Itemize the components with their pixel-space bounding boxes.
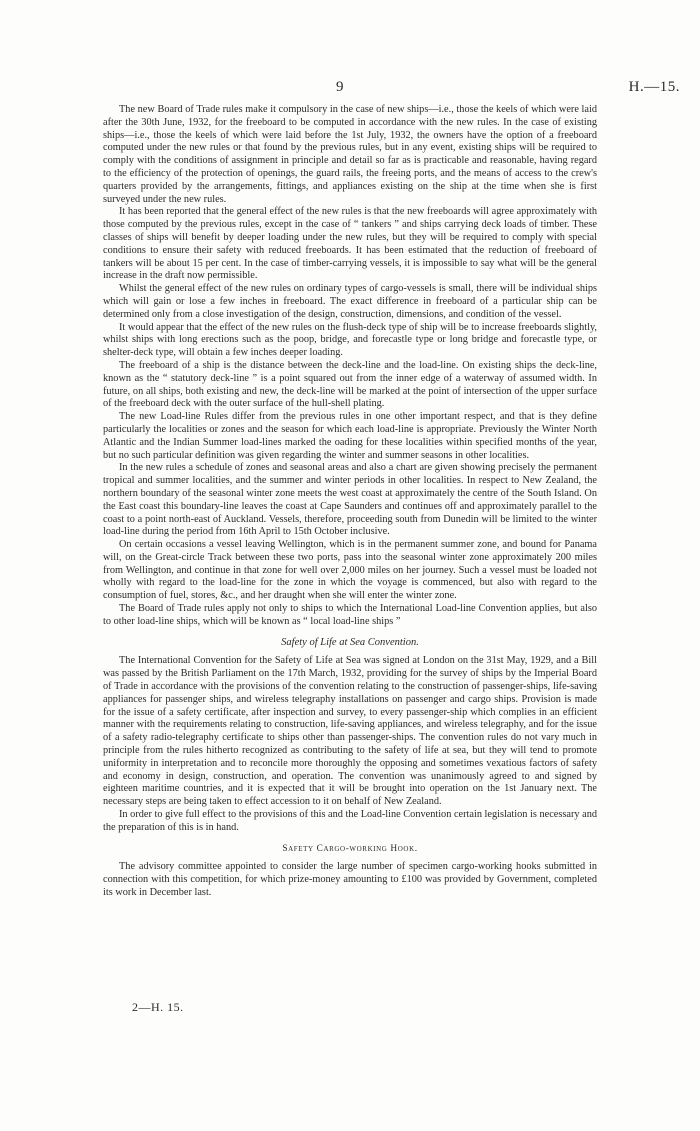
body-text [103, 104, 597, 900]
paragraph: The freeboard of a ship is the distance between the deck-line and the load-line. On existing ships the deck-line, known as the “ statutory deck-line ” is a point squared out from the inner edge of a waterway of assumed width. In future, on all ships, both existing and new, the deck-line will be marked at the point of intersection of the upper surface of the freeboard deck with the outer surface of the hull-shell plating. [103, 359, 597, 410]
paragraph: It would appear that the effect of the new rules on the flush-deck type of ship will be to increase freeboards slightly, whilst ships with long erections such as the poop, bridge, and forecastle type or long bridge and forecastle type, or shelter-deck type, will obtain a few inches deeper loading. [103, 321, 597, 359]
footer-signature: 2—H. 15. [132, 1000, 184, 1014]
paragraph: The advisory committee appointed to consider the large number of specimen cargo-working hooks submitted in connection with this competition, for which prize-money amounting to £100 was provided by Government, completed its work in December last. [103, 861, 597, 899]
paragraph: The new Load-line Rules differ from the previous rules in one other important respect, and that is they define particularly the localities or zones and the season for which each load-line is appropriate. Previously the Winter North Atlantic and the Indian Summer load-lines marked the oading for these localities within specified months of the year, but no such particular definition was given regarding the winter and summer seasons in other localities. [103, 411, 597, 461]
paragraph: The International Convention for the Safety of Life at Sea was signed at London on the 31st May, 1929, and a Bill was passed by the British Parliament on the 17th March, 1932, providing for the survey of ships by the Imperial Board of Trade in accordance with the provisions of the convention relating to the construction of passenger-ships, life-saving appliances for passenger ships, and wireless telegraphy installations on passenger and cargo ships. Provision is made for the issue of a safety certificate, after inspection and survey, to every passenger-ship which complies in an efficient manner with the requirements relating to construction, life-saving appliances, and wireless telegraphy, and for the issue of a safety radio-telegraphy certificate to ships other than passenger-ships. The convention rules do not vary much in principle from the rules hitherto recognized as contributing to the safety of life at sea, but they will tend to promote uniformity in interpretation and to reconcile more thoroughly the opposing and sometimes vexatious factors of safety and economy in design, construction, and operation. The convention was unanimously agreed to and signed by eighteen maritime countries, and it is expected that it will be brought into operation on the 1st January next. The necessary steps are being taken to effect accession to it on behalf of New Zealand. [103, 655, 597, 808]
paragraph: The new Board of Trade rules make it compulsory in the case of new ships—i.e., those the keels of which were laid after the 30th June, 1932, for the freeboard to be computed in accordance with the new rules. In the case of existing ships—i.e., those the keels of which were laid before the 1st July, 1932, the owners have the option of a freeboard computed under the new rules or that found by the previous rules, but in any event, existing ships will be required to comply with the conditions of assignment in principle and detail so far as is practicable and reasonable, having regard to the efficiency of the protection of openings, the guard rails, the freeing ports, and the means of access to the crew's quarters provided by the arrangements, fittings, and appliances existing on the ship at the time when she is first surveyed under the new rules. [103, 104, 597, 205]
paragraph: In the new rules a schedule of zones and seasonal areas and also a chart are given showing precisely the permanent tropical and summer localities, and the summer and winter periods in other localities. In respect to New Zealand, the northern boundary of the seasonal winter zone meets the west coast at approximately the centre of the South Island. On the East coast this boundary-line leaves the coast at Cape Saunders and continues off and approximately parallel to the coast to a point north-east of Auckland. Vessels, therefore, proceeding south from Dunedin will be limited to the winter load-line during the period from 16th April to 15th October inclusive. [103, 462, 597, 538]
paragraph: The Board of Trade rules apply not only to ships to which the International Load-line Convention applies, but also to other load-line ships, which will be known as “ local load-line ships ” [103, 603, 597, 627]
document-reference: H.—15. [628, 79, 680, 95]
paragraph: It has been reported that the general effect of the new rules is that the new freeboards will agree approximately with those computed by the previous rules, except in the case of “ tankers ” and ships carrying deck loads of timber. These classes of ships will benefit by deeper loading under the new rules, but they will be required to comply with special conditions to ensure their safety with reduced freeboards. It has been estimated that the reduction of freeboard of tankers will be about 15 per cent. In the case of timber-carrying vessels, it is impossible to say what will be the general increase in the draft now permissible. [103, 206, 597, 282]
paragraph: On certain occasions a vessel leaving Wellington, which is in the permanent summer zone, and bound for Panama will, on the Great-circle Track between these two ports, pass into the seasonal winter zone approximately 200 miles from Wellington, and continue in that zone for well over 2,000 miles on her journey. Such a vessel must be loaded not wholly with regard to the load-line for the zone in which the voyage is commenced, but also with regard to the consumption of fuel, stores, &c., and her draught when she will enter the winter zone. [103, 539, 597, 602]
page-number: 9 [336, 79, 344, 95]
section-heading: Safety of Life at Sea Convention. [281, 636, 419, 648]
paragraph: In order to give full effect to the provisions of this and the Load-line Convention certain legislation is necessary and the preparation of this is in hand. [103, 809, 597, 833]
section-heading: Safety Cargo-working Hook. [282, 843, 418, 854]
paragraph: Whilst the general effect of the new rules on ordinary types of cargo-vessels is small, there will be individual ships which will gain or lose a few inches in freeboard. The exact difference in freeboard of a particular ship can be determined only from a close investigation of the design, construction, dimensions, and condition of the vessel. [103, 283, 597, 320]
